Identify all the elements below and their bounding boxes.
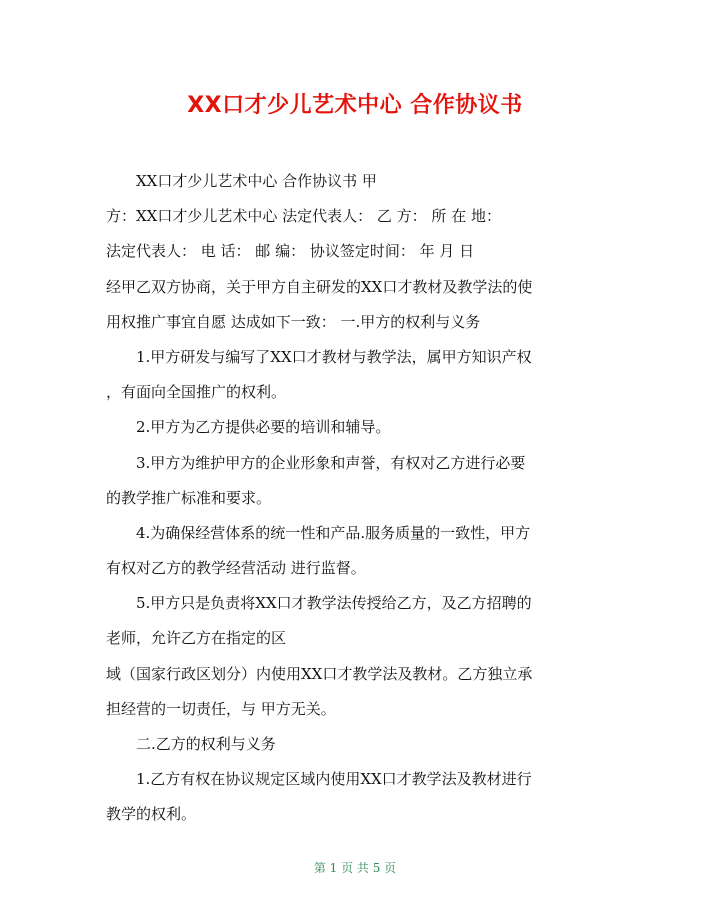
body-line: 5.甲方只是负责将XX口才教学法传授给乙方，及乙方招聘的 [136, 594, 532, 613]
body-line: 有权对乙方的教学经营活动 进行监督。 [106, 559, 366, 578]
body-line: 教学的权利。 [106, 805, 197, 824]
body-line: 2.甲方为乙方提供必要的培训和辅导。 [136, 418, 391, 437]
body-line: ，有面向全国推广的权利。 [106, 383, 287, 402]
body-line: 的教学推广标准和要求。 [106, 488, 272, 507]
body-line: 担经营的一切责任，与 甲方无关。 [106, 699, 336, 718]
body-line: 方：XX口才少儿艺术中心 法定代表人： 乙 方： 所 在 地： [106, 207, 501, 226]
body-line: 法定代表人： 电 话： 邮 编： 协议签定时间： 年 月 日 [106, 242, 475, 261]
document-title: XX口才少儿艺术中心 合作协议书 [187, 93, 523, 118]
body-line: 4.为确保经营体系的统一性和产品.服务质量的一致性，甲方 [136, 523, 531, 542]
body-line: 域（国家行政区划分）内使用XX口才教学法及教材。乙方独立承 [106, 664, 533, 683]
body-line: 1.甲方研发与编写了XX口才教材与教学法，属甲方知识产权 [136, 347, 532, 366]
body-line: 1.乙方有权在协议规定区域内使用XX口才教学法及教材进行 [136, 770, 532, 789]
body-line: 经甲乙双方协商，关于甲方自主研发的XX口才教材及教学法的使 [106, 277, 533, 296]
body-line: 用权推广事宜自愿 达成如下一致： 一.甲方的权利与义务 [106, 312, 481, 331]
section-heading: 二.乙方的权利与义务 [136, 735, 276, 753]
body-line: XX口才少儿艺术中心 合作协议书 甲 [136, 172, 377, 190]
page-number-footer: 第 1 页 共 5 页 [313, 861, 397, 875]
body-line: 3.甲方为维护甲方的企业形象和声誉，有权对乙方进行必要 [136, 453, 526, 472]
document-body [106, 164, 626, 833]
body-line: 老师，允许乙方在指定的区 [106, 629, 287, 648]
